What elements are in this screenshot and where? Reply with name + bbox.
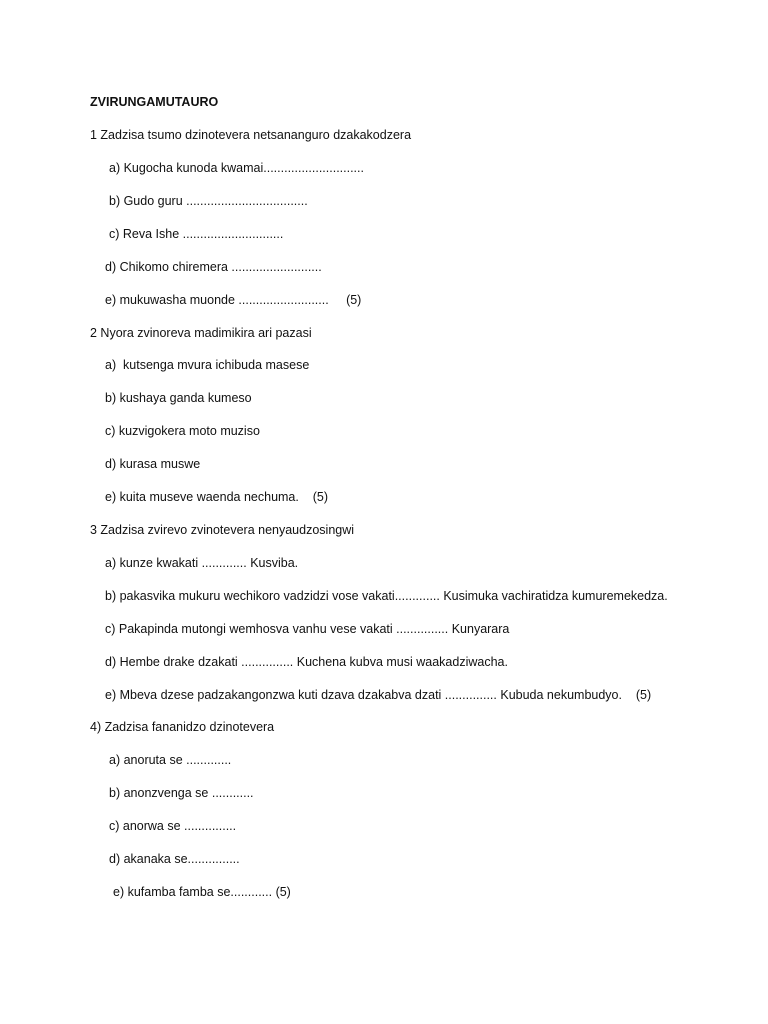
section-2-item-e: e) kuita museve waenda nechuma. (5) bbox=[105, 490, 329, 504]
section-3-item-a: a) kunze kwakati ............. Kusviba. bbox=[105, 556, 299, 570]
section-3-item-b: b) pakasvika mukuru wechikoro vadzidzi vose vakati............. Kusimuka vachiratidza kumuremekedza. bbox=[105, 589, 668, 603]
document-title: ZVIRUNGAMUTAURO bbox=[90, 95, 219, 109]
section-4-item-a: a) anoruta se ............. bbox=[109, 753, 232, 767]
section-1-item-e: e) mukuwasha muonde .......................... (5) bbox=[105, 293, 362, 307]
section-1-item-c: c) Reva Ishe ............................. bbox=[109, 227, 284, 241]
section-2-item-a: a) kutsenga mvura ichibuda masese bbox=[105, 358, 310, 372]
section-3-item-e: e) Mbeva dzese padzakangonzwa kuti dzava dzakabva dzati ............... Kubuda nekumbudyo. (5) bbox=[105, 688, 652, 702]
section-3-item-d: d) Hembe drake dzakati ............... Kuchena kubva musi waakadziwacha. bbox=[105, 655, 508, 669]
section-4-item-e: e) kufamba famba se............ (5) bbox=[113, 885, 291, 899]
section-2-item-d: d) kurasa muswe bbox=[105, 457, 201, 471]
section-4-item-d: d) akanaka se............... bbox=[109, 852, 240, 866]
section-3-item-c: c) Pakapinda mutongi wemhosva vanhu vese vakati ............... Kunyarara bbox=[105, 622, 510, 636]
section-2-heading: 2 Nyora zvinoreva madimikira ari pazasi bbox=[90, 326, 312, 340]
section-1-heading: 1 Zadzisa tsumo dzinotevera netsananguro dzakakodzera bbox=[90, 128, 412, 142]
section-4-heading: 4) Zadzisa fananidzo dzinotevera bbox=[90, 720, 275, 734]
section-1-item-b: b) Gudo guru ................................... bbox=[109, 194, 308, 208]
section-4-item-c: c) anorwa se ............... bbox=[109, 819, 237, 833]
section-3-heading: 3 Zadzisa zvirevo zvinotevera nenyaudzosingwi bbox=[90, 523, 355, 537]
section-1-item-a: a) Kugocha kunoda kwamai............................. bbox=[109, 161, 364, 175]
section-1-item-d: d) Chikomo chiremera .......................... bbox=[105, 260, 322, 274]
section-4-item-b: b) anonzvenga se ............ bbox=[109, 786, 254, 800]
section-2-item-c: c) kuzvigokera moto muziso bbox=[105, 424, 260, 438]
section-2-item-b: b) kushaya ganda kumeso bbox=[105, 391, 252, 405]
